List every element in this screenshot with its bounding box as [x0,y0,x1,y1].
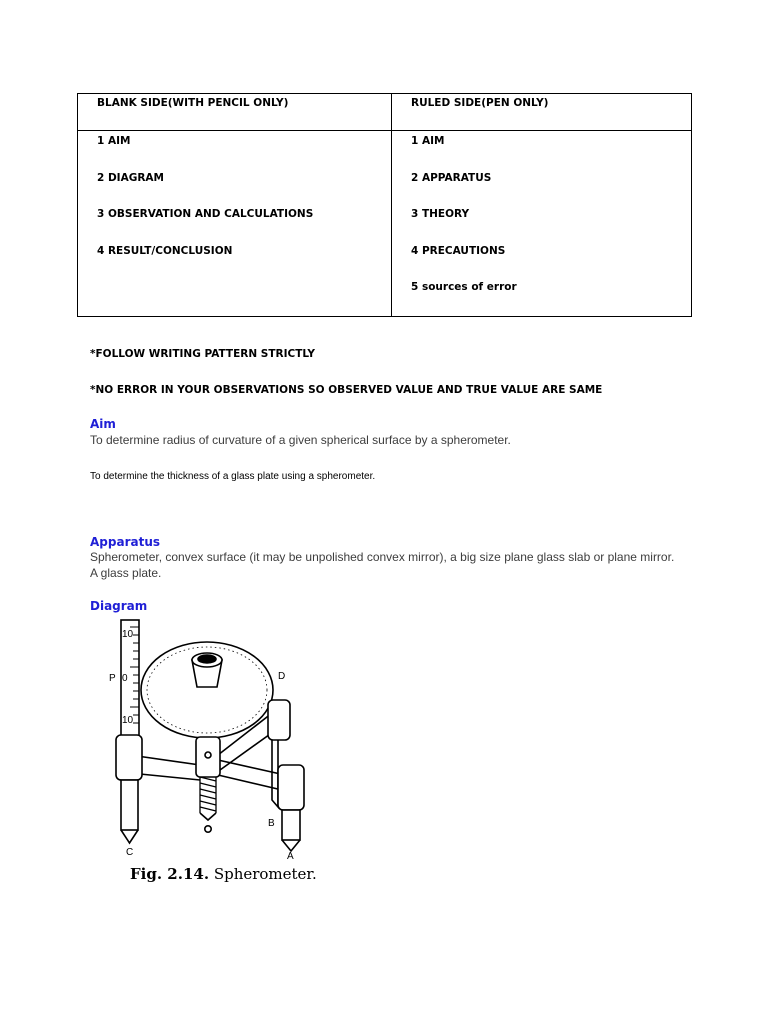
apparatus-text-2: A glass plate. [90,566,162,580]
list-item: 5 sources of error [411,281,517,293]
blank-side-header [78,94,392,131]
leg-b-collar [268,700,290,740]
list-item: 2 APPARATUS [411,171,492,184]
writing-pattern-table [77,93,692,317]
list-item: 3 THEORY [411,208,470,220]
table-header-row [78,94,692,131]
list-item: 1 AIM [97,135,131,147]
leg-c-collar [116,735,142,780]
leg-c-tip [121,830,138,843]
screw-thread [200,777,216,813]
apparatus-text-1: Spherometer, convex surface (it may be unpolished convex mirror), a big size plane glass slab or plane mirror. [90,550,675,564]
blank-side-header-text: BLANK SIDE(WITH PENCIL ONLY) [97,97,289,109]
apparatus-heading: Apparatus [90,535,161,549]
note-no-error: *NO ERROR IN YOUR OBSERVATIONS SO OBSERVED VALUE AND TRUE VALUE ARE SAME [90,384,603,396]
aim-text-1: To determine radius of curvature of a given spherical surface by a spherometer. [90,433,511,447]
leg-a-tip [282,840,300,851]
ruled-side-list [392,131,692,317]
figure-title: Spherometer. [209,865,317,883]
spherometer-figure [100,615,340,885]
list-item: 3 OBSERVATION AND CALCULATIONS [97,208,314,220]
list-item: 4 RESULT/CONCLUSION [97,244,233,257]
label-o-mark [205,826,211,832]
figure-number: Fig. 2.14. [130,865,210,883]
blank-side-list [78,131,392,317]
list-item: 4 PRECAUTIONS [411,244,506,257]
scale-label-top: 10 [122,629,134,640]
ruled-side-header-text: RULED SIDE(PEN ONLY) [411,97,549,109]
list-item: 1 AIM [411,135,445,147]
scale-label-zero: 0 [122,673,128,684]
central-hub [196,737,220,777]
screw-tip [200,813,216,820]
table-body-row [78,131,692,317]
label-o: O [214,833,215,834]
label-c: C [126,847,134,858]
knob-hole [198,655,216,663]
label-b: B [268,818,275,829]
leg-c-rod [121,780,138,830]
leg-a-collar [278,765,304,810]
note-follow-pattern: *FOLLOW WRITING PATTERN STRICTLY [90,348,316,360]
aim-heading: Aim [90,417,116,431]
aim-text-2: To determine the thickness of a glass plate using a spherometer. [90,471,376,482]
leg-a-rod [282,810,300,840]
scale-label-bottom: 10 [122,715,134,726]
list-item: 2 DIAGRAM [97,171,164,184]
diagram-heading: Diagram [90,599,148,613]
label-d: D [278,671,286,682]
label-p: P [109,673,116,684]
figure-caption [130,865,317,883]
ruled-side-header [392,94,692,131]
label-a: A [287,851,294,862]
